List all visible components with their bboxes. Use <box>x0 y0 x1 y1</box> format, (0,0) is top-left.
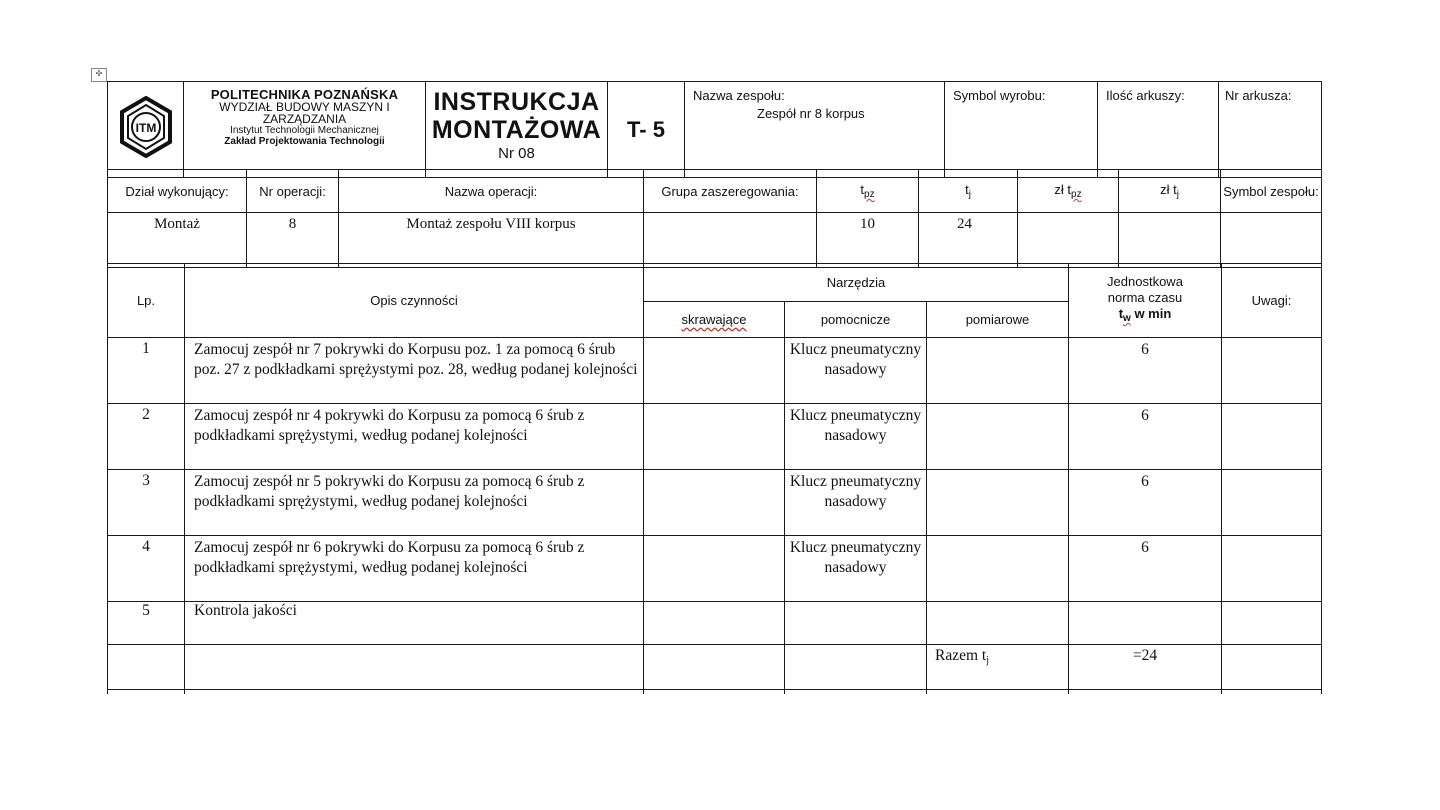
zl-tpz-value[interactable] <box>1018 213 1119 268</box>
row-auxiliary[interactable] <box>785 602 927 645</box>
department-header: Dział wykonujący: <box>108 170 247 213</box>
row-auxiliary[interactable]: Klucz pneumatyczny nasadowy <box>785 404 927 470</box>
sheet-count-label: Ilość arkuszy: <box>1106 88 1185 103</box>
description-header: Opis czynności <box>185 264 644 338</box>
table-row[interactable] <box>108 470 1322 536</box>
assembly-name-cell[interactable] <box>685 82 945 178</box>
university-logo-icon <box>118 96 174 158</box>
table-row[interactable] <box>108 404 1322 470</box>
tj-header: $t_j$ <box>919 170 1018 213</box>
group-value[interactable] <box>644 213 817 268</box>
faculty-line2: ZARZĄDZANIA <box>262 112 347 126</box>
row-cutting[interactable] <box>644 470 785 536</box>
row-cutting[interactable] <box>644 536 785 602</box>
row-lp: 2 <box>108 404 185 470</box>
doc-number: Nr 08 <box>498 145 535 162</box>
row-auxiliary[interactable]: Klucz pneumatyczny nasadowy <box>785 338 927 404</box>
assembly-symbol-value[interactable] <box>1221 213 1322 268</box>
row-cutting[interactable] <box>644 602 785 645</box>
lp-header: Lp. <box>108 264 185 338</box>
measuring-tools-header: pomiarowe <box>927 301 1069 338</box>
row-notes[interactable] <box>1222 338 1322 404</box>
table-row[interactable] <box>108 536 1322 602</box>
table-row[interactable] <box>108 338 1322 404</box>
row-notes[interactable] <box>1222 602 1322 645</box>
sheet-number-cell[interactable] <box>1219 82 1322 178</box>
row-time[interactable] <box>1069 602 1222 645</box>
logo-cell <box>108 82 184 178</box>
tj-value[interactable]: 24 <box>919 213 1018 268</box>
norm-header: Jednostkowa norma czasu $t_w$ w min <box>1069 264 1222 338</box>
zl-tj-header: zł $t_j$ <box>1119 170 1221 213</box>
doc-code: T- 5 <box>608 82 685 178</box>
sheet-number-label: Nr arkusza: <box>1225 88 1292 103</box>
row-lp: 3 <box>108 470 185 536</box>
steps-table <box>107 263 1322 694</box>
tpz-header: $t_{pz}$ <box>817 170 919 213</box>
notes-header: Uwagi: <box>1222 264 1322 338</box>
table-anchor-icon[interactable]: ✣ <box>91 68 107 82</box>
row-lp: 5 <box>108 602 185 645</box>
school-block <box>184 82 426 178</box>
assembly-symbol-header: Symbol zespołu: <box>1221 170 1322 213</box>
row-lp: 4 <box>108 536 185 602</box>
row-cutting[interactable] <box>644 338 785 404</box>
institute-name: Instytut Technologii Mechanicznej <box>230 125 379 136</box>
product-symbol-cell[interactable] <box>945 82 1098 178</box>
row-time[interactable]: 6 <box>1069 470 1222 536</box>
document-header <box>107 81 1322 178</box>
row-measuring[interactable] <box>927 470 1069 536</box>
row-measuring[interactable] <box>927 602 1069 645</box>
row-measuring[interactable] <box>927 404 1069 470</box>
department-name: Zakład Projektowania Technologii <box>224 136 385 147</box>
logo-text: ITM <box>135 121 156 135</box>
row-notes[interactable] <box>1222 404 1322 470</box>
row-description[interactable]: Zamocuj zespół nr 5 pokrywki do Korpusu za pomocą 6 śrub z podkładkami sprężystymi, według podanej kolejności <box>185 470 644 536</box>
row-lp: 1 <box>108 338 185 404</box>
total-label: Razem tj <box>927 645 1069 690</box>
row-description[interactable]: Zamocuj zespół nr 6 pokrywki do Korpusu za pomocą 6 śrub z podkładkami sprężystymi, według podanej kolejności <box>185 536 644 602</box>
op-name-header: Nazwa operacji: <box>339 170 644 213</box>
row-time[interactable]: 6 <box>1069 404 1222 470</box>
row-cutting[interactable] <box>644 404 785 470</box>
row-auxiliary[interactable]: Klucz pneumatyczny nasadowy <box>785 536 927 602</box>
document-title-block <box>426 82 608 178</box>
doc-title-line2: MONTAŻOWA <box>431 116 602 144</box>
row-auxiliary[interactable]: Klucz pneumatyczny nasadowy <box>785 470 927 536</box>
table-row[interactable] <box>108 602 1322 645</box>
op-number-value[interactable]: 8 <box>247 213 339 268</box>
row-measuring[interactable] <box>927 338 1069 404</box>
assembly-name-value: Zespół nr 8 korpus <box>757 106 865 121</box>
row-measuring[interactable] <box>927 536 1069 602</box>
department-value[interactable]: Montaż <box>108 213 247 268</box>
row-description[interactable]: Zamocuj zespół nr 4 pokrywki do Korpusu za pomocą 6 śrub z podkładkami sprężystymi, według podanej kolejności <box>185 404 644 470</box>
total-row[interactable] <box>108 645 1322 690</box>
row-time[interactable]: 6 <box>1069 338 1222 404</box>
tools-header: Narzędzia <box>644 264 1069 302</box>
sheet-count-cell[interactable] <box>1098 82 1219 178</box>
row-description[interactable]: Zamocuj zespół nr 7 pokrywki do Korpusu poz. 1 za pomocą 6 śrub poz. 27 z podkładkami sprężystymi poz. 28, według podanej kolejności <box>185 338 644 404</box>
auxiliary-tools-header: pomocnicze <box>785 301 927 338</box>
cutting-tools-header: skrawające <box>644 301 785 338</box>
product-symbol-label: Symbol wyrobu: <box>953 88 1046 103</box>
zl-tpz-header: zł $t_{pz}$ <box>1018 170 1119 213</box>
doc-title-line1: INSTRUKCJA <box>433 88 600 116</box>
row-notes[interactable] <box>1222 470 1322 536</box>
zl-tj-value[interactable] <box>1119 213 1221 268</box>
total-value[interactable]: =24 <box>1069 645 1222 690</box>
operation-table <box>107 169 1322 268</box>
faculty-line1: WYDZIAŁ BUDOWY MASZYN I <box>219 100 390 114</box>
row-description[interactable]: Kontrola jakości <box>185 602 644 645</box>
group-header: Grupa zaszeregowania: <box>644 170 817 213</box>
row-time[interactable]: 6 <box>1069 536 1222 602</box>
row-notes[interactable] <box>1222 536 1322 602</box>
assembly-name-label: Nazwa zespołu: <box>693 88 785 103</box>
school-name: POLITECHNIKA POZNAŃSKA <box>210 87 399 102</box>
tpz-value[interactable]: 10 <box>817 213 919 268</box>
op-number-header: Nr operacji: <box>247 170 339 213</box>
op-name-value[interactable]: Montaż zespołu VIII korpus <box>339 213 644 268</box>
